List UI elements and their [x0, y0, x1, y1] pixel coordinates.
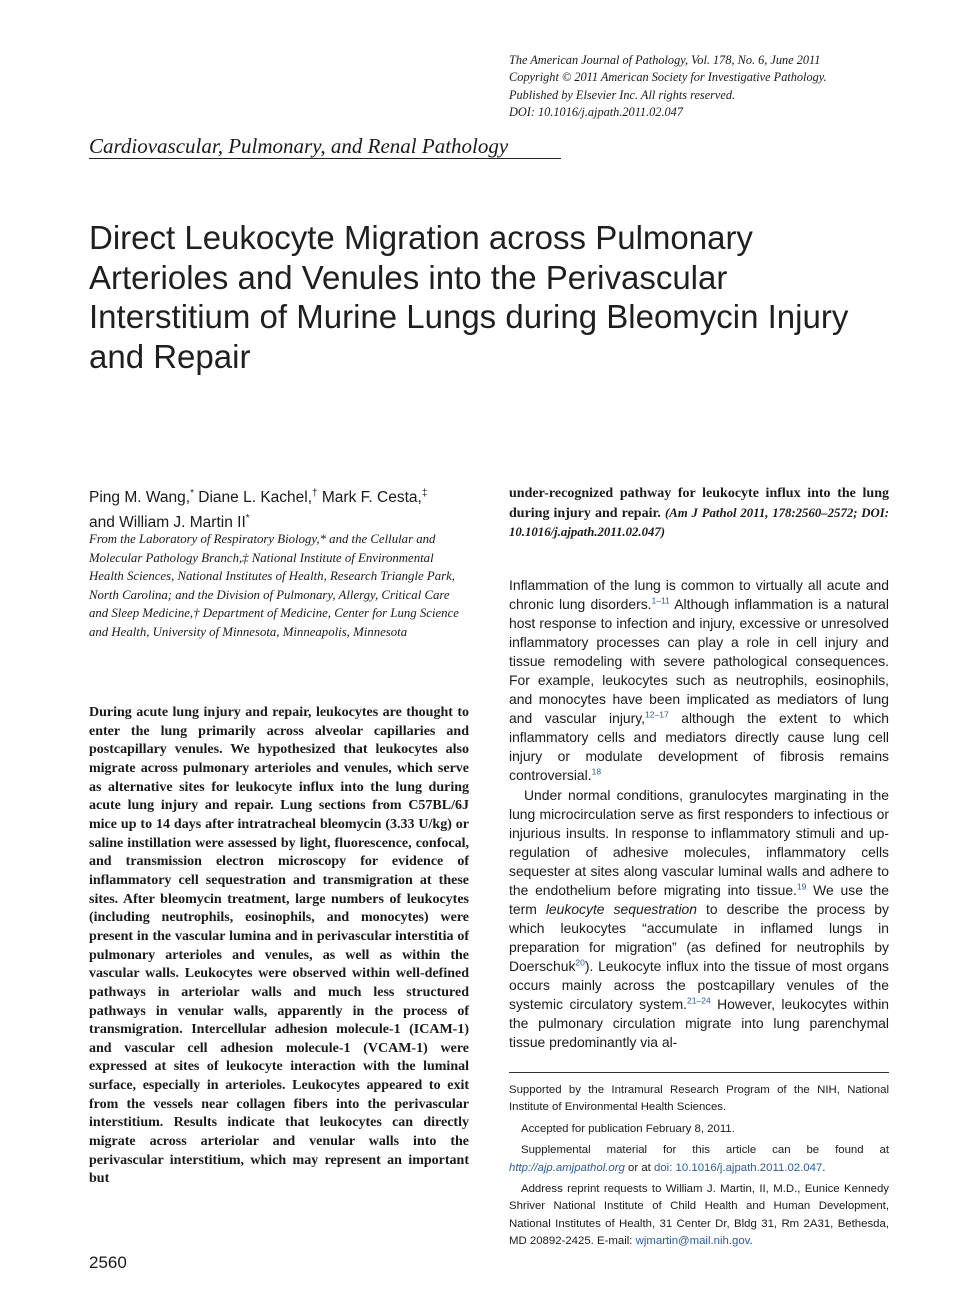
- paragraph: [509, 786, 889, 1053]
- reference-link[interactable]: 20: [575, 957, 585, 968]
- funding-note: Supported by the Intramural Research Program of the NIH, National Institute of Environmental Health Sciences.: [509, 1084, 889, 1114]
- article-title: Direct Leukocyte Migration across Pulmonary Arterioles and Venules into the Perivascular Interstitium of Murine Lungs during Bleomycin Injury and Repair: [89, 219, 849, 375]
- journal-publisher: Published by Elsevier Inc. All rights reserved.: [509, 87, 736, 102]
- reference-link[interactable]: 18: [591, 766, 602, 777]
- journal-header: [509, 52, 929, 121]
- section-underline: [89, 158, 561, 159]
- page-number: 2560: [89, 1253, 127, 1272]
- abstract-citation: (Am J Pathol 2011, 178:2560–2572; DOI: 10.1016/j.ajpath.2011.02.047): [509, 505, 890, 540]
- abstract-end: under-recognized pathway for leukocyte influx into the lung during injury and repair.: [509, 486, 889, 521]
- text-run: However, leukocytes within the pulmonary circulation migrate into lung parenchymal tissue predominantly via al-: [509, 996, 889, 1051]
- reference-link[interactable]: 1–11: [651, 595, 670, 606]
- footnotes: [509, 1082, 889, 1255]
- text-run: although the extent to which inflammatory cells and mediators directly cause lung cell injury or modulate development of fibrosis remains controversial.: [509, 710, 890, 784]
- author-mark: *: [245, 512, 250, 524]
- journal-doi: DOI: 10.1016/j.ajpath.2011.02.047: [509, 104, 683, 119]
- author-list: [89, 484, 479, 533]
- abstract-text: During acute lung injury and repair, leukocytes are thought to enter the lung primarily across alveolar capillaries and postcapillary venules. We hypothesized that leukocytes also migrate across pulmonary arterioles and venules, which serve as alternative sites for leukocyte influx into the lung during acute lung injury and repair. Lung sections from C57BL/6J mice up to 14 days after intratracheal bleomycin (3.33 U/kg) or saline instillation were assessed by light, fluorescence, confocal, and transmission electron microscopy for evidence of inflammatory cell sequestration and transmigration at these sites. After bleomycin treatment, large numbers of leukocytes (including neutrophils, eosinophils, and monocytes) were present in the vascular lumina and in perivascular interstitia of pulmonary arterioles and venules, as well as within the vascular walls. Leukocytes were observed within well-defined pathways in arteriolar walls and much less structured pathways in venular walls, apparently in the process of transmigration. Intercellular adhesion molecule-1 (ICAM-1) and vascular cell adhesion molecule-1 (VCAM-1) were expressed at sites of leukocyte interaction with the luminal surface, especially in arterioles. Leukocytes appeared to exit from the vessels near collagen fibers into the perivascular interstitium. Results indicate that leukocytes can directly migrate across arteriolar and venular walls into the perivascular interstitium, which may represent an important but: [89, 705, 469, 1187]
- text-run: to describe the process by which leukocytes “accumulate in inflamed lungs in preparation for migration” (as defined for neutrophils by Doerschuk: [509, 900, 889, 974]
- section-heading: Cardiovascular, Pulmonary, and Renal Pathology: [89, 134, 509, 158]
- text-run: .: [749, 1235, 753, 1248]
- email-link[interactable]: wjmartin@mail.nih.gov: [635, 1235, 750, 1248]
- text-run: Inflammation of the lung is common to virtually all acute and chronic lung disorders.: [509, 577, 889, 613]
- author-mark: †: [312, 488, 318, 499]
- text-run: .: [822, 1161, 826, 1174]
- author-mark: *: [190, 488, 194, 499]
- accepted-note: Accepted for publication February 8, 2011.: [521, 1122, 735, 1135]
- text-run: ). Leukocyte influx into the tissue of most organs occurs mainly across the postcapillary venules of the systemic circulatory system.: [509, 957, 889, 1013]
- affiliations: From the Laboratory of Respiratory Biology,* and the Cellular and Molecular Pathology Branch,‡ National Institute of Environmental Health Sciences, National Institutes of Health, Research Triangle Park, North Carolina; and the Division of Pulmonary, Allergy, Critical Care and Sleep Medicine,† Department of Medicine, Center for Lung Science and Health, University of Minnesota, Minneapolis, Minnesota: [89, 532, 459, 639]
- reference-link[interactable]: 12–17: [645, 709, 669, 720]
- reprint-note: [509, 1181, 889, 1251]
- journal-citation: The American Journal of Pathology, Vol. 178, No. 6, June 2011: [509, 53, 821, 67]
- text-run: We use the term: [509, 881, 890, 917]
- text-run: Address reprint requests to William J. Martin, II, M.D., Eunice Kennedy Shriver National Institute of Child Health and Human Development, National Institutes of Health, 31 Center Dr, Bldg 31, Rm 2A31, Bethesda, MD 20892-2425. E-mail:: [509, 1183, 889, 1248]
- supplement-url-link[interactable]: http://ajp.amjpathol.org: [509, 1161, 625, 1174]
- text-run: Supplemental material for this article can be found at: [521, 1144, 889, 1157]
- reference-link[interactable]: 21–24: [687, 995, 711, 1006]
- author-name: Ping M. Wang,: [89, 489, 191, 507]
- text-run: Under normal conditions, granulocytes marginating in the lung microcirculation serve as first responders to infectious or injurious insults. In response to inflammatory stimuli and up-regulation of adhesive molecules, inflammatory cells sequester at sites along vascular luminal walls and adhere to the endothelium before migrating into tissue.: [509, 786, 889, 898]
- reference-link[interactable]: 19: [796, 881, 807, 892]
- supplemental-note: [509, 1142, 889, 1177]
- text-run: Although inflammation is a natural host response to infection and injury, excessive or unresolved inflammatory processes can play a role in cell injury and tissue remodeling with severe pathological consequences. For example, leukocytes such as neutrophils, eosinophils, and monocytes have been implicated as mediators of lung and vascular injury,: [509, 596, 889, 727]
- paragraph: [509, 576, 889, 786]
- author-name: Diane L. Kachel,: [193, 489, 313, 507]
- journal-copyright: Copyright © 2011 American Society for Investigative Pathology.: [509, 70, 827, 85]
- footnote-divider: [509, 1072, 889, 1073]
- author-name: Mark F. Cesta,: [317, 489, 422, 507]
- text-run: or at: [624, 1161, 655, 1174]
- defined-term: leukocyte sequestration: [545, 900, 697, 917]
- abstract-continuation: [509, 484, 889, 543]
- body-text: [509, 576, 889, 1052]
- author-mark: ‡: [421, 488, 428, 499]
- doi-link[interactable]: doi: 10.1016/j.ajpath.2011.02.047: [654, 1161, 823, 1174]
- author-name: and William J. Martin II: [89, 513, 246, 531]
